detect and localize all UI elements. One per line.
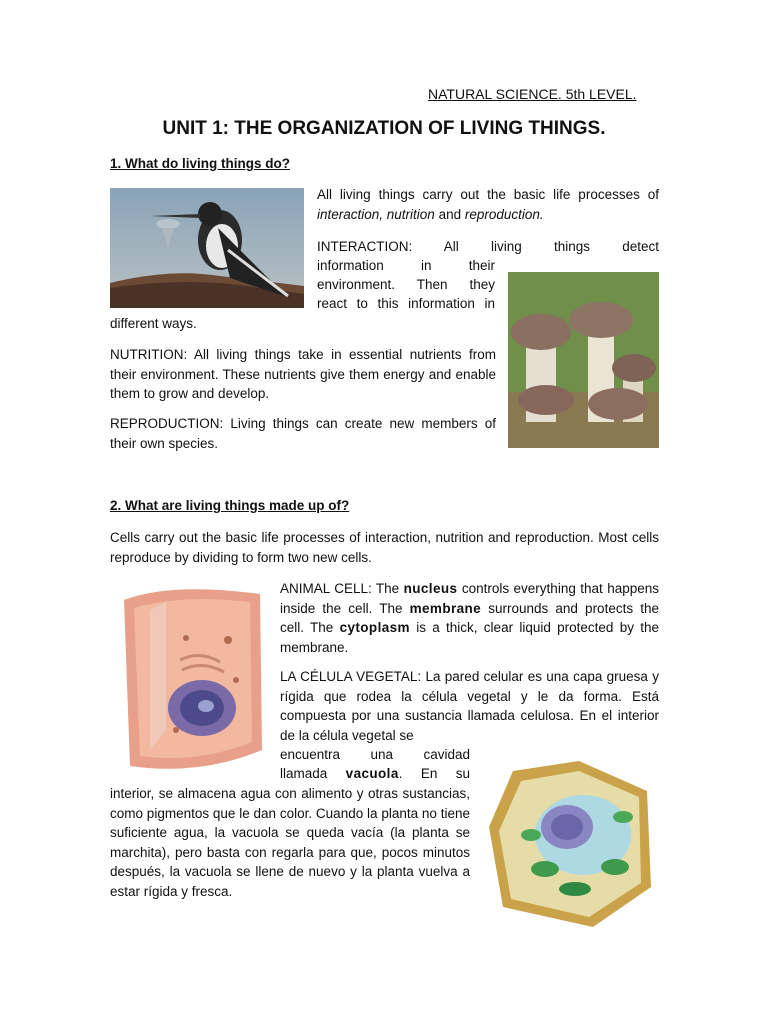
mushrooms-photo [508,272,659,448]
vegetal-text-en-su: . En su [398,766,470,781]
plant-cell-diagram [483,757,659,931]
unit-title: UNIT 1: THE ORGANIZATION OF LIVING THINGS. [162,118,606,139]
vegetal-cell-paragraph-1: LA CÉLULA VEGETAL: La pared celular es una capa gruesa y rígida que rodea la célula vegetal y le da forma. Está compuesta por una sustancia llamada celulosa. En el interior de la célula vegetal se [280,669,659,743]
keyword-nucleus: nucleus [403,581,458,596]
animal-text-2: controls everything that happens inside the cell. The [280,581,660,616]
animal-text-4: is a thick, clear liquid protected by the membrane. [280,620,659,655]
intro-paragraph [317,185,659,224]
interaction-line-2: information in their [317,258,495,273]
keyword-membrane: membrane [409,600,482,616]
interaction-line-4: react to this information in [317,296,495,311]
intro-text-and: and [434,206,465,222]
nutrition-paragraph: NUTRITION: All living things take in essential nutrients from their environment. These nutrients give them energy and enable them to grow and develop. [110,347,496,401]
section-2-heading: 2. What are living things made up of? [110,498,350,513]
animal-text-1: ANIMAL CELL: The [280,581,404,596]
reproduction-paragraph: REPRODUCTION: Living things can create new members of their own species. [110,416,496,451]
animal-cell-diagram [110,580,270,778]
vegetal-cell-line-2: encuentra una cavidad [280,747,470,762]
vegetal-text-llamada: llamada [280,766,346,781]
intro-emphasis-2: reproduction. [464,206,544,222]
vegetal-cell-line-3 [280,764,470,784]
vegetal-cell-paragraph-2: interior, se almacena agua con alimento y otras sustancias, como pigmentos que le dan color. Cuando la planta no tiene suficiente agua, la vacuola se queda vacía (la planta se marchita), pero basta con regarla para que, pocos minutos después, la vacuola se llene de nuevo y la planta vuelva a estar rígida y fresca. [110,786,470,899]
intro-emphasis-1: interaction, nutrition [317,206,435,222]
course-level-header: NATURAL SCIENCE. 5th LEVEL. [428,86,637,102]
section-1-heading: 1. What do living things do? [110,156,290,171]
kingfisher-photo [110,188,304,308]
cells-paragraph: Cells carry out the basic life processes of interaction, nutrition and reproduction. Most cells reproduce by dividing to form two new cells. [110,530,659,565]
keyword-vacuola: vacuola [345,766,399,781]
interaction-line-3: environment. Then they [317,277,495,292]
animal-text-3: surrounds and protects the cell. The [280,600,659,635]
keyword-cytoplasm: cytoplasm [339,620,410,635]
animal-cell-paragraph [280,579,659,657]
intro-text: All living things carry out the basic life processes of [317,187,659,202]
interaction-line-5: different ways. [110,316,197,331]
interaction-line-1: INTERACTION: All living things detect [317,239,659,254]
